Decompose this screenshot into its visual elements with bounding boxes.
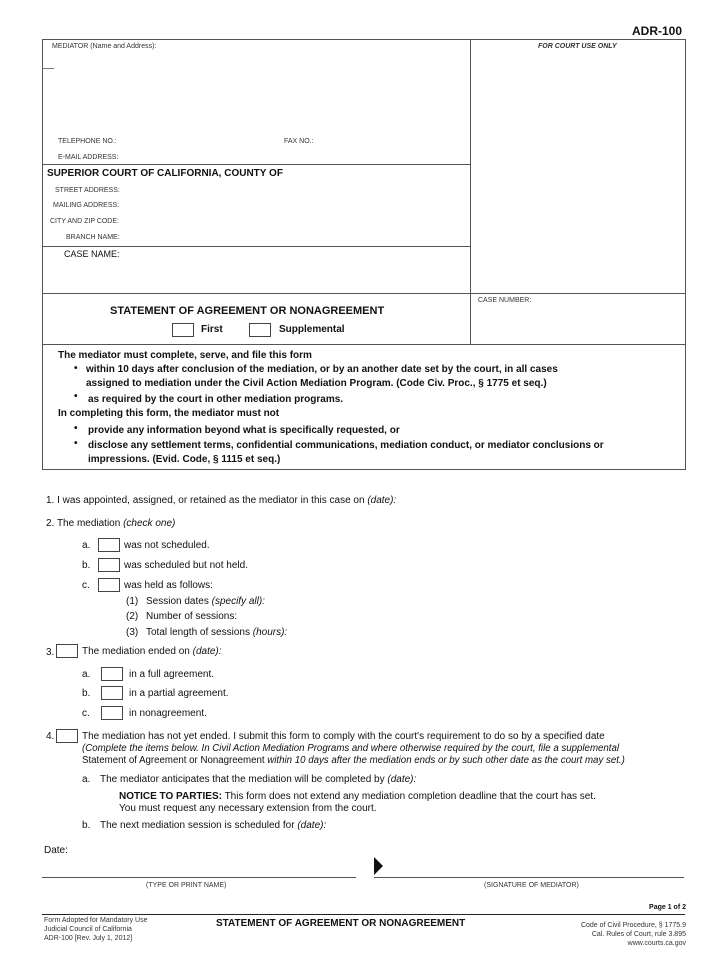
item2a-label: was not scheduled. bbox=[124, 540, 210, 551]
mediator-label: MEDIATOR (Name and Address): bbox=[52, 43, 157, 50]
court-title: SUPERIOR COURT OF CALIFORNIA, COUNTY OF bbox=[47, 168, 283, 179]
item3-checkbox[interactable] bbox=[56, 644, 78, 658]
telephone-label: TELEPHONE NO.: bbox=[58, 138, 117, 145]
signature-label: (SIGNATURE OF MEDIATOR) bbox=[484, 882, 579, 889]
bullet: • bbox=[74, 438, 78, 449]
first-checkbox[interactable] bbox=[172, 323, 194, 337]
instruction-bullet3: provide any information beyond what is specifically requested, or bbox=[88, 425, 400, 436]
notice-line1: NOTICE TO PARTIES: This form does not extend any mediation completion deadline that the court has set. bbox=[119, 791, 596, 802]
sub1-number: (1) bbox=[126, 596, 139, 607]
sub2-text: Number of sessions: bbox=[146, 611, 238, 622]
item4b-text: The next mediation session is scheduled for (date): bbox=[100, 820, 327, 831]
instructions-intro: The mediator must complete, serve, and file this form bbox=[58, 350, 312, 361]
item3a-checkbox[interactable] bbox=[101, 667, 123, 681]
divider-line bbox=[42, 293, 685, 294]
divider-line bbox=[42, 246, 471, 247]
item3a-label: in a full agreement. bbox=[129, 669, 215, 680]
supplemental-label: Supplemental bbox=[279, 324, 345, 335]
item4-line2: (Complete the items below. In Civil Action Mediation Programs and where otherwise required by the court, file a supplemental bbox=[82, 743, 620, 754]
branch-name-label: BRANCH NAME: bbox=[66, 234, 120, 241]
code-line1: Code of Civil Procedure, § 1775.9 bbox=[580, 922, 686, 929]
item2c-label: was held as follows: bbox=[124, 580, 213, 591]
item3c-label: in nonagreement. bbox=[129, 708, 207, 719]
item2a-letter: a. bbox=[82, 540, 91, 551]
item2-text: 2. The mediation (check one) bbox=[46, 518, 176, 529]
adopted-line3: ADR-100 [Rev. July 1, 2012] bbox=[44, 935, 133, 942]
item3-number: 3. bbox=[46, 647, 55, 658]
item4-number: 4. bbox=[46, 731, 55, 742]
bullet: • bbox=[74, 423, 78, 434]
page-number: Page 1 of 2 bbox=[649, 904, 686, 911]
mark bbox=[42, 68, 54, 69]
instructions-box bbox=[42, 344, 686, 470]
item3c-letter: c. bbox=[82, 708, 90, 719]
bullet: • bbox=[74, 363, 78, 374]
case-name-label: CASE NAME: bbox=[64, 249, 120, 259]
item3b-checkbox[interactable] bbox=[101, 686, 123, 700]
date-label: Date: bbox=[44, 845, 68, 856]
footer-title: STATEMENT OF AGREEMENT OR NONAGREEMENT bbox=[216, 918, 466, 929]
form-id: ADR-100 bbox=[631, 24, 682, 38]
sub1-text: Session dates (specify all): bbox=[146, 596, 265, 607]
sub3-text: Total length of sessions (hours): bbox=[146, 627, 288, 638]
sub3-number: (3) bbox=[126, 627, 139, 638]
item3b-label: in a partial agreement. bbox=[129, 688, 229, 699]
instructions-intro2: In completing this form, the mediator must not bbox=[58, 408, 280, 419]
adopted-line1: Form Adopted for Mandatory Use bbox=[44, 917, 148, 924]
item3a-letter: a. bbox=[82, 669, 91, 680]
notice-line2: You must request any necessary extension from the court. bbox=[119, 803, 377, 814]
item4a-letter: a. bbox=[82, 774, 91, 785]
item2c-checkbox[interactable] bbox=[98, 578, 120, 592]
instruction-bullet4-line1: disclose any settlement terms, confidential communications, mediation conduct, or mediator conclusions or bbox=[88, 440, 604, 451]
item4b-letter: b. bbox=[82, 820, 91, 831]
item2a-checkbox[interactable] bbox=[98, 538, 120, 552]
item2c-letter: c. bbox=[82, 580, 90, 591]
email-label: E-MAIL ADDRESS: bbox=[58, 154, 119, 161]
city-zip-label: CITY AND ZIP CODE: bbox=[50, 218, 119, 225]
street-address-label: STREET ADDRESS: bbox=[55, 187, 120, 194]
statement-title: STATEMENT OF AGREEMENT OR NONAGREEMENT bbox=[110, 305, 385, 317]
divider-line bbox=[42, 164, 471, 165]
bullet: • bbox=[74, 391, 78, 402]
courts-link[interactable]: www.courts.ca.gov bbox=[627, 940, 686, 947]
item2b-checkbox[interactable] bbox=[98, 558, 120, 572]
mailing-address-label: MAILING ADDRESS: bbox=[53, 202, 120, 209]
instruction-bullet2: as required by the court in other mediation programs. bbox=[88, 394, 344, 405]
item2b-letter: b. bbox=[82, 560, 91, 571]
item3b-letter: b. bbox=[82, 688, 91, 699]
footer-line bbox=[42, 914, 685, 915]
item3-text: The mediation ended on (date): bbox=[82, 646, 222, 657]
instruction-bullet4-line2: impressions. (Evid. Code, § 1115 et seq.) bbox=[88, 454, 281, 465]
case-number-label: CASE NUMBER: bbox=[478, 297, 532, 304]
item3c-checkbox[interactable] bbox=[101, 706, 123, 720]
item4-line3: Statement of Agreement or Nonagreement within 10 days after the mediation ends or by such other date as the court may set.) bbox=[82, 755, 625, 766]
sub2-number: (2) bbox=[126, 611, 139, 622]
type-print-label: (TYPE OR PRINT NAME) bbox=[146, 882, 227, 889]
first-label: First bbox=[201, 324, 223, 335]
supplemental-checkbox[interactable] bbox=[249, 323, 271, 337]
arrow-icon bbox=[374, 857, 384, 875]
adopted-line2: Judicial Council of California bbox=[44, 926, 132, 933]
item4-checkbox[interactable] bbox=[56, 729, 78, 743]
instruction-bullet1-line1: within 10 days after conclusion of the mediation, or by an another date set by the court, in all cases bbox=[86, 364, 558, 375]
court-use-only: FOR COURT USE ONLY bbox=[538, 43, 617, 50]
signature-line[interactable] bbox=[374, 877, 684, 878]
name-line bbox=[42, 877, 356, 878]
fax-label: FAX NO.: bbox=[284, 138, 314, 145]
item4a-text: The mediator anticipates that the mediation will be completed by (date): bbox=[100, 774, 417, 785]
item4-line1: The mediation has not yet ended. I submit this form to comply with the court's requirement to do so by a specified date bbox=[82, 731, 605, 742]
caption-divider bbox=[470, 39, 471, 344]
item2b-label: was scheduled but not held. bbox=[124, 560, 248, 571]
instruction-bullet1-line2: assigned to mediation under the Civil Action Mediation Program. (Code Civ. Proc., § 1775 et seq.) bbox=[86, 378, 547, 389]
caption-box bbox=[42, 39, 686, 345]
code-line2: Cal. Rules of Court, rule 3.895 bbox=[591, 931, 686, 938]
item1-text: 1. I was appointed, assigned, or retained as the mediator in this case on (date): bbox=[46, 495, 397, 506]
